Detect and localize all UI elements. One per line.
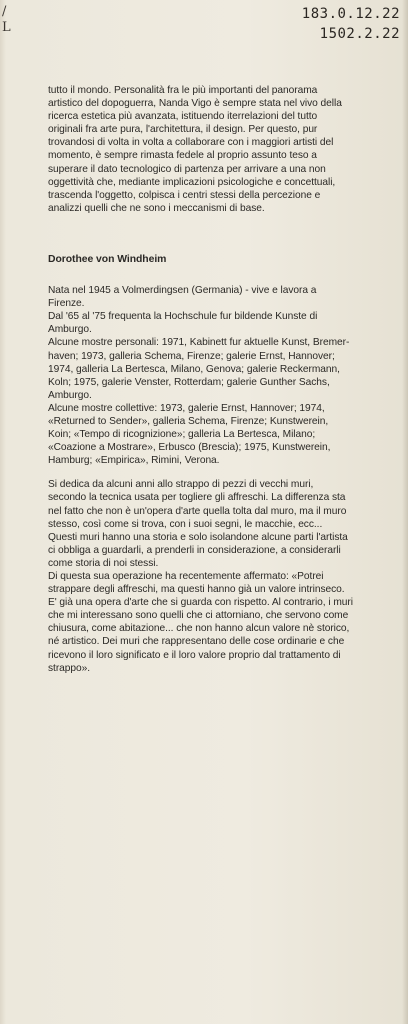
text-column [48, 84, 353, 675]
page-edge-shadow [402, 0, 408, 1024]
bio-line: Nata nel 1945 a Volmerdingsen (Germania) - vive e lavora a Firenze. [48, 285, 317, 310]
catalog-number-1: 183.0.12.22 [301, 6, 400, 22]
bio-line: Dal '65 al '75 frequenta la Hochschule fur bildende Kunste di Amburgo. [48, 311, 318, 336]
artist-name-heading: Dorothee von Windheim [48, 253, 167, 265]
intro-paragraph: tutto il mondo. Personalità fra le più importanti del panorama artistico del dopoguerra, Nanda Vigo è sempre stata nel vivo della ricerca estetica più avanzata, istituendo iterrelazioni del tutto originali fra arte pura, l'architettura, il design. Per questo, pur trovandosi di volta in volta a collaborare con i maggiori artisti del momento, è sempre rimasta fedele al proprio assunto teso a superare il dato tecnologico di partenza per arrivare a una non oggettività che, mediante implicazioni psicologiche e concettuali, trascenda l'oggetto, colpisca i centri stessi della percezione e analizzi quelli che ne sono i meccanismi di base. [48, 85, 342, 214]
margin-handwritten-mark: / L [2, 4, 11, 35]
artist-description [48, 478, 353, 674]
description-line: Questi muri hanno una storia e solo isolandone alcune parti l'artista ci obbliga a guardarli, a prenderli in considerazione, a considerarli come storia di noi stessi. [48, 531, 348, 569]
bio-line: Alcune mostre collettive: 1973, galerie Ernst, Hannover; 1974, «Returned to Sender», galleria Schema, Firenze; Kunstwerein, Koin; «Tempo di ricognizione»; galleria La Bertesca, Milano; «Coazione a Mostrare», Erbusco (Brescia); 1975, Kunstwerein, Hamburg; «Empirica», Rimini, Verona. [48, 402, 331, 467]
description-line: Di questa sua operazione ha recentemente affermato: «Potrei strappare degli affreschi, ma questi hanno già un valore intrinseco. E' già una opera d'arte che si guarda con rispetto. Al contrario, i muri che mi interessano sono quelli che ci attorniano, che servono come chiusura, come abitazione... che non hanno alcun valore nè storico, né artistico. Dei muri che rappresentano delle cose ordinarie e che ricevono il loro significato e il loro valore proprio dal trattamento di strappo». [48, 571, 353, 674]
catalog-numbers [272, 4, 400, 44]
bio-line: Alcune mostre personali: 1971, Kabinett fur aktuelle Kunst, Bremer-haven; 1973, galleria Schema, Firenze; galerie Ernst, Hannover; 1974, galleria La Bertesca, Milano, Genova; galerie Reckermann, Koln; 1975, galerie Venster, Rotterdam; galerie Gunther Sachs, Amburgo. [48, 337, 350, 401]
catalog-number-2: 1502.2.22 [319, 26, 400, 42]
artist-bio [48, 284, 353, 467]
description-line: Si dedica da alcuni anni allo strappo di pezzi di vecchi muri, secondo la tecnica usata per togliere gli affreschi. La differenza sta nel fatto che non è un'opera d'arte quella tolta dal muro, ma il muro stesso, così come si trova, con i suoi segni, le macchie, ecc... [48, 479, 347, 530]
